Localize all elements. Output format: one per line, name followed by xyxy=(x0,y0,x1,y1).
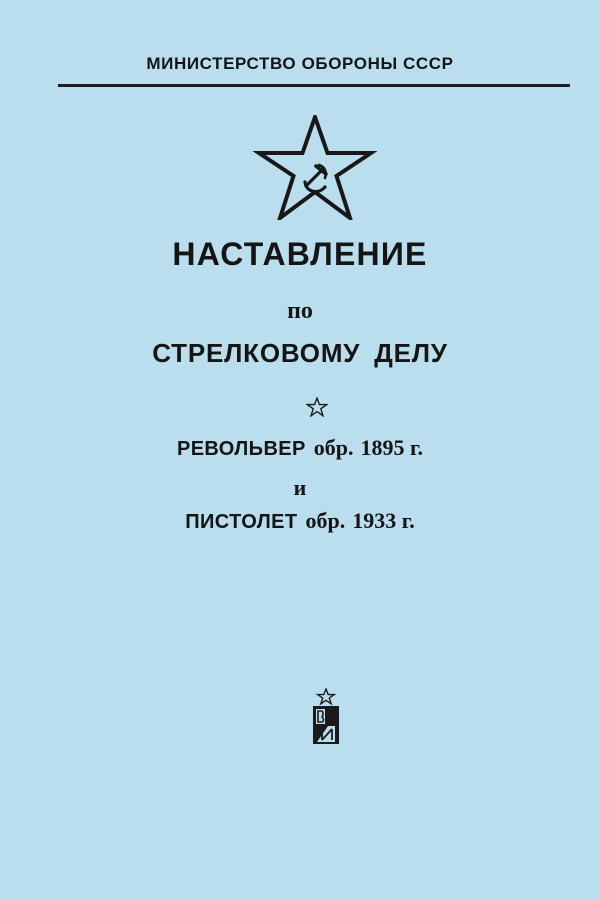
document-subtitle: СТРЕЛКОВОМУ ДЕЛУ xyxy=(152,338,448,368)
small-star-icon xyxy=(306,397,328,417)
publisher-logo-icon xyxy=(306,688,346,748)
weapon-line-pistol xyxy=(0,508,600,534)
weapon-name: ПИСТОЛЕТ xyxy=(185,511,298,533)
ministry-heading: МИНИСТЕРСТВО ОБОРОНЫ СССР xyxy=(146,54,454,73)
title-preposition: по xyxy=(287,298,313,324)
weapon-line-revolver xyxy=(0,435,600,461)
weapon-year: 1895 г. xyxy=(360,435,424,460)
conjunction-line: и xyxy=(293,475,307,500)
weapon-name: РЕВОЛЬВЕР xyxy=(176,438,306,460)
weapon-model: обр. xyxy=(313,435,354,460)
star-hammer-sickle-icon xyxy=(252,115,378,220)
heading-divider xyxy=(58,84,570,87)
weapon-year: 1933 г. xyxy=(352,508,415,533)
weapon-model: обр. xyxy=(305,508,346,533)
document-title: НАСТАВЛЕНИЕ xyxy=(172,236,428,272)
